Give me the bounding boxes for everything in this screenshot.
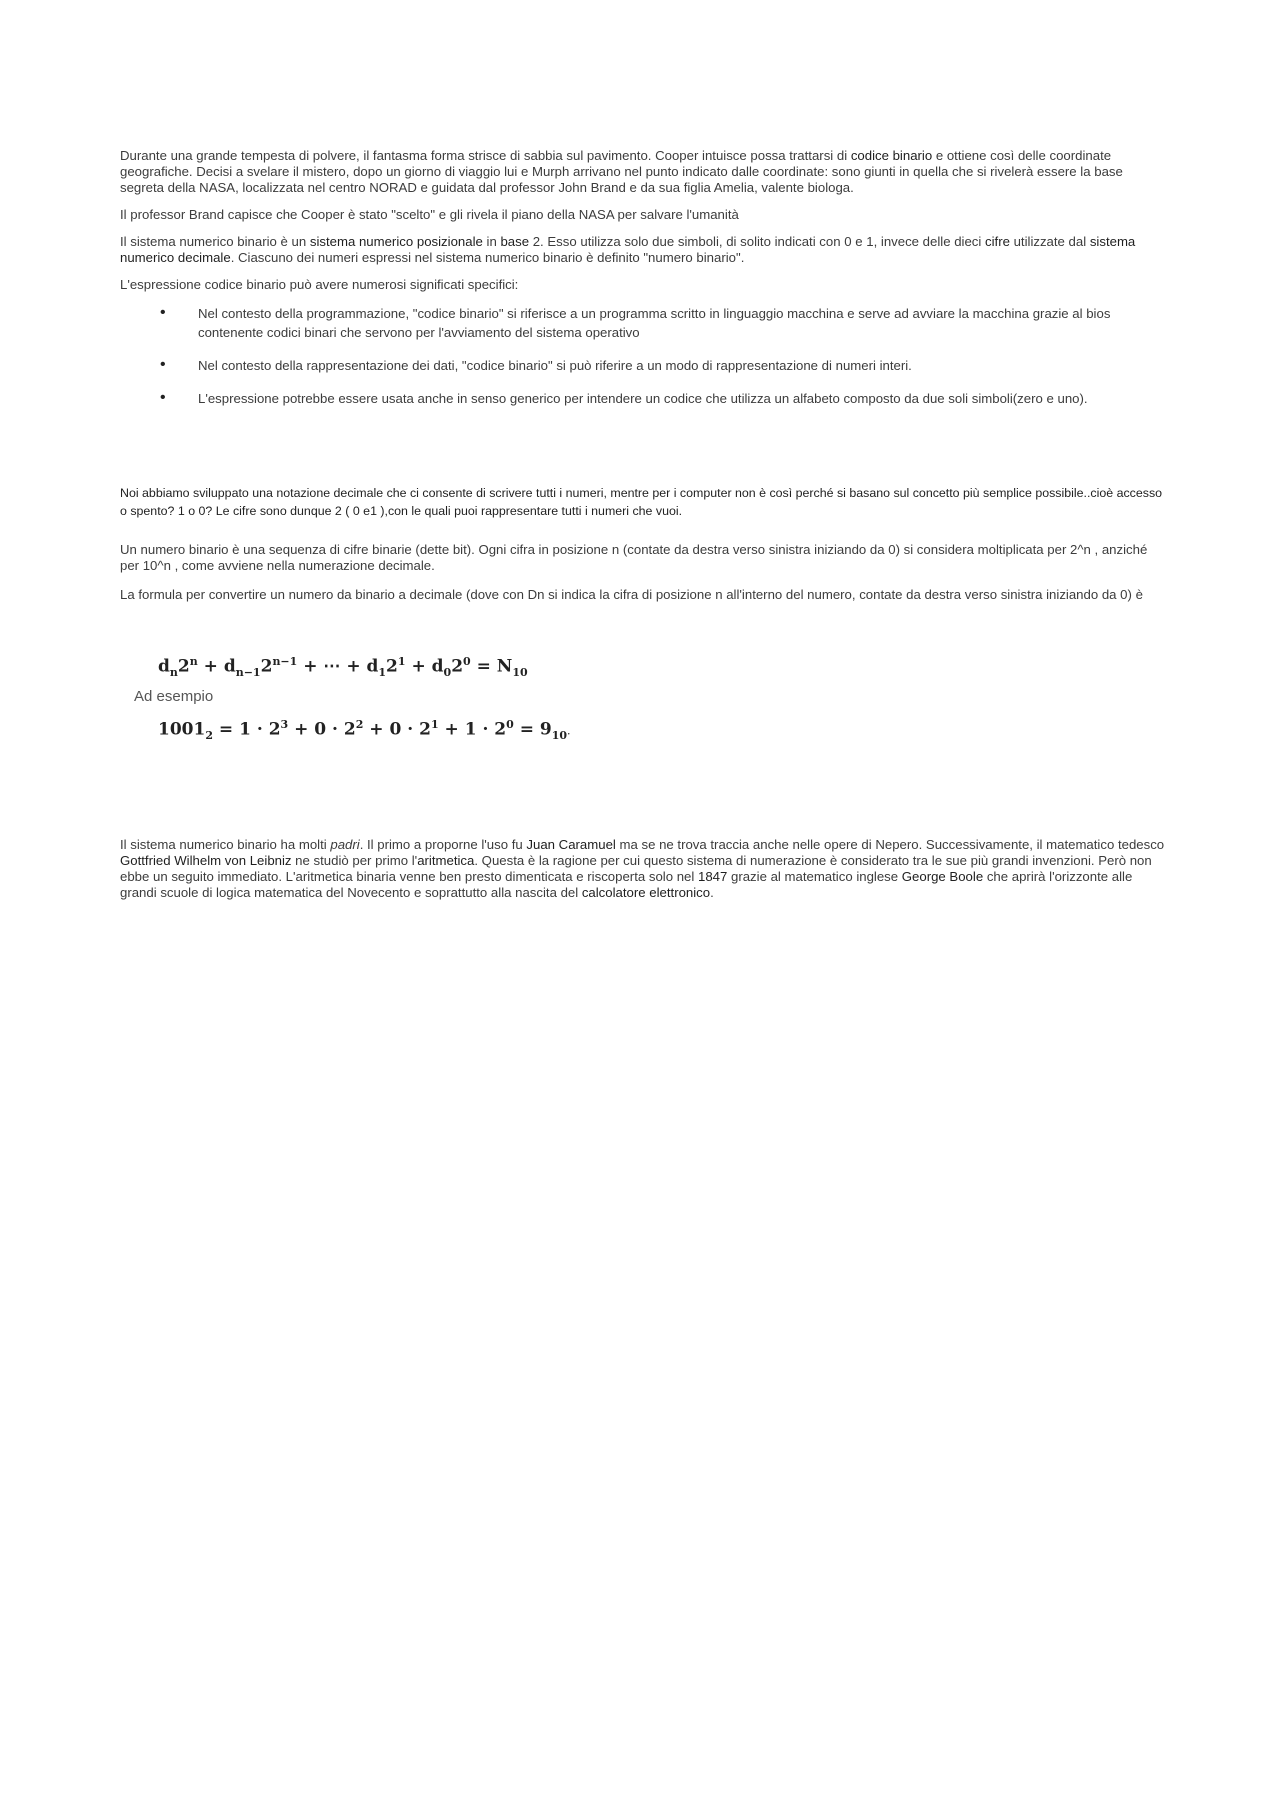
bullet-icon: • — [160, 389, 166, 406]
link-posizionale[interactable]: posizionale — [416, 234, 483, 249]
link-1847[interactable]: 1847 — [697, 869, 728, 884]
link-leibniz[interactable]: Gottfried Wilhelm von Leibniz — [120, 853, 292, 868]
general-formula: $d_n2^n + d_{n-1}2^{n-1}$ + ⋯ + $d_12^1 + d_02^0 = N_{10}$ — [158, 655, 528, 680]
link-codice-binario[interactable]: codice binario — [850, 148, 933, 163]
paragraph-brand: Il professor Brand capisce che Cooper è stato "scelto" e gli rivela il piano della NASA per salvare l'umanità — [120, 207, 739, 222]
bullet-icon: • — [160, 304, 166, 321]
paragraph-formula-intro: La formula per convertire un numero da binario a decimale (dove con Dn si indica la cifra di posizione n all'interno del numero, contate da destra verso sinistra iniziando da 0) è — [120, 587, 1143, 602]
paragraph-decimal-notation: Noi abbiamo sviluppato una notazione decimale che ci consente di scrivere tutti i numeri, mentre per i computer non è così perché si basano sul concetto più semplice possibile..cioè accesso o spento? 1 o 0? Le cifre sono dunque 2 ( 0 e1 ),con le quali puoi rappresentare tutti i numeri che vuoi. — [120, 486, 1163, 518]
list-item: • L'espressione potrebbe essere usata anche in senso generico per intendere un codice che utilizza un alfabeto composto da due soli simboli(zero e uno). — [160, 389, 1088, 406]
example-label: Ad esempio — [134, 688, 214, 705]
intro-section — [120, 148, 1165, 422]
bullet-icon: • — [160, 356, 166, 373]
history-section — [120, 837, 1165, 901]
paragraph-story: Durante una grande tempesta di polvere, il fantasma forma strisce di sabbia sul pavimento. Cooper intuisce possa trattarsi di codice binario e ottiene così delle coordinate geografiche. Decisi a svelare il mistero, dopo un giorno di viaggio lui e Murph arrivano nel punto indicato dalle coordinate: sono giunti in quella che si rivelerà essere la base segreta della NASA, localizzata nel centro NORAD e guidata dal professor John Brand e da sua figlia Amelia, valente biologa. — [120, 148, 1123, 195]
meanings-list — [120, 304, 1165, 408]
link-aritmetica[interactable]: aritmetica — [417, 853, 475, 868]
paragraph-binary-number: Un numero binario è una sequenza di cifre binarie (dette bit). Ogni cifra in posizione n (contate da destra verso sinistra iniziando da 0) si considera moltiplicata per 2^n , anziché per 10^n , come avviene nella numerazione decimale. — [120, 542, 1148, 573]
list-item: • Nel contesto della rappresentazione dei dati, "codice binario" si può riferire a un modo di rappresentazione di numeri interi. — [160, 356, 912, 373]
paragraph-history: Il sistema numerico binario ha molti padri. Il primo a proporne l'uso fu Juan Caramuel ma se ne trova traccia anche nelle opere di Nepero. Successivamente, il matematico tedesco Gottfried Wilhelm von Leibniz ne studiò per primo l'aritmetica. Questa è la ragione per cui questo sistema di numerazione è considerato tra le sue più grandi invenzioni. Però non ebbe un seguito immediato. L'aritmetica binaria venne ben presto dimenticata e riscoperta solo nel 1847 grazie al matematico inglese George Boole che aprirà l'orizzonte alle grandi scuole di logica matematica del Novecento e soprattutto alla nascita del calcolatore elettronico. — [120, 837, 1165, 900]
link-juan-caramuel[interactable]: Juan Caramuel — [526, 837, 616, 852]
decimal-notation-section — [120, 484, 1165, 520]
link-sistema-numerico-decimale[interactable]: sistema numerico decimale — [120, 234, 1136, 265]
link-cifre[interactable]: cifre — [985, 234, 1010, 249]
list-item: • Nel contesto della programmazione, "codice binario" si riferisce a un programma scritto in linguaggio macchina e serve ad avviare la macchina grazie al bios contenente codici binari che servono per l'avviamento del sistema operativo — [160, 304, 1111, 340]
link-calcolatore-elettronico[interactable]: calcolatore elettronico — [581, 885, 711, 900]
binary-number-section — [120, 542, 1165, 616]
example-formula: $1001_2 = 1 \cdot 2^3 + 0 \cdot 2^2 + 0 \cdot 2^1 + 1 \cdot 2^0 = 9_{10}$. — [158, 718, 571, 743]
paragraph-definition: Il sistema numerico binario è un sistema numerico posizionale in base 2. Esso utilizza solo due simboli, di solito indicati con 0 e 1, invece delle dieci cifre utilizzate dal sistema numerico decimale. Ciascuno dei numeri espressi nel sistema numerico binario è definito "numero binario". — [120, 234, 1136, 265]
link-sistema-numerico[interactable]: sistema numerico — [309, 234, 414, 249]
link-george-boole[interactable]: George Boole — [901, 869, 984, 884]
link-base[interactable]: base — [500, 234, 530, 249]
paragraph-meanings-intro: L'espressione codice binario può avere numerosi significati specifici: — [120, 277, 519, 292]
